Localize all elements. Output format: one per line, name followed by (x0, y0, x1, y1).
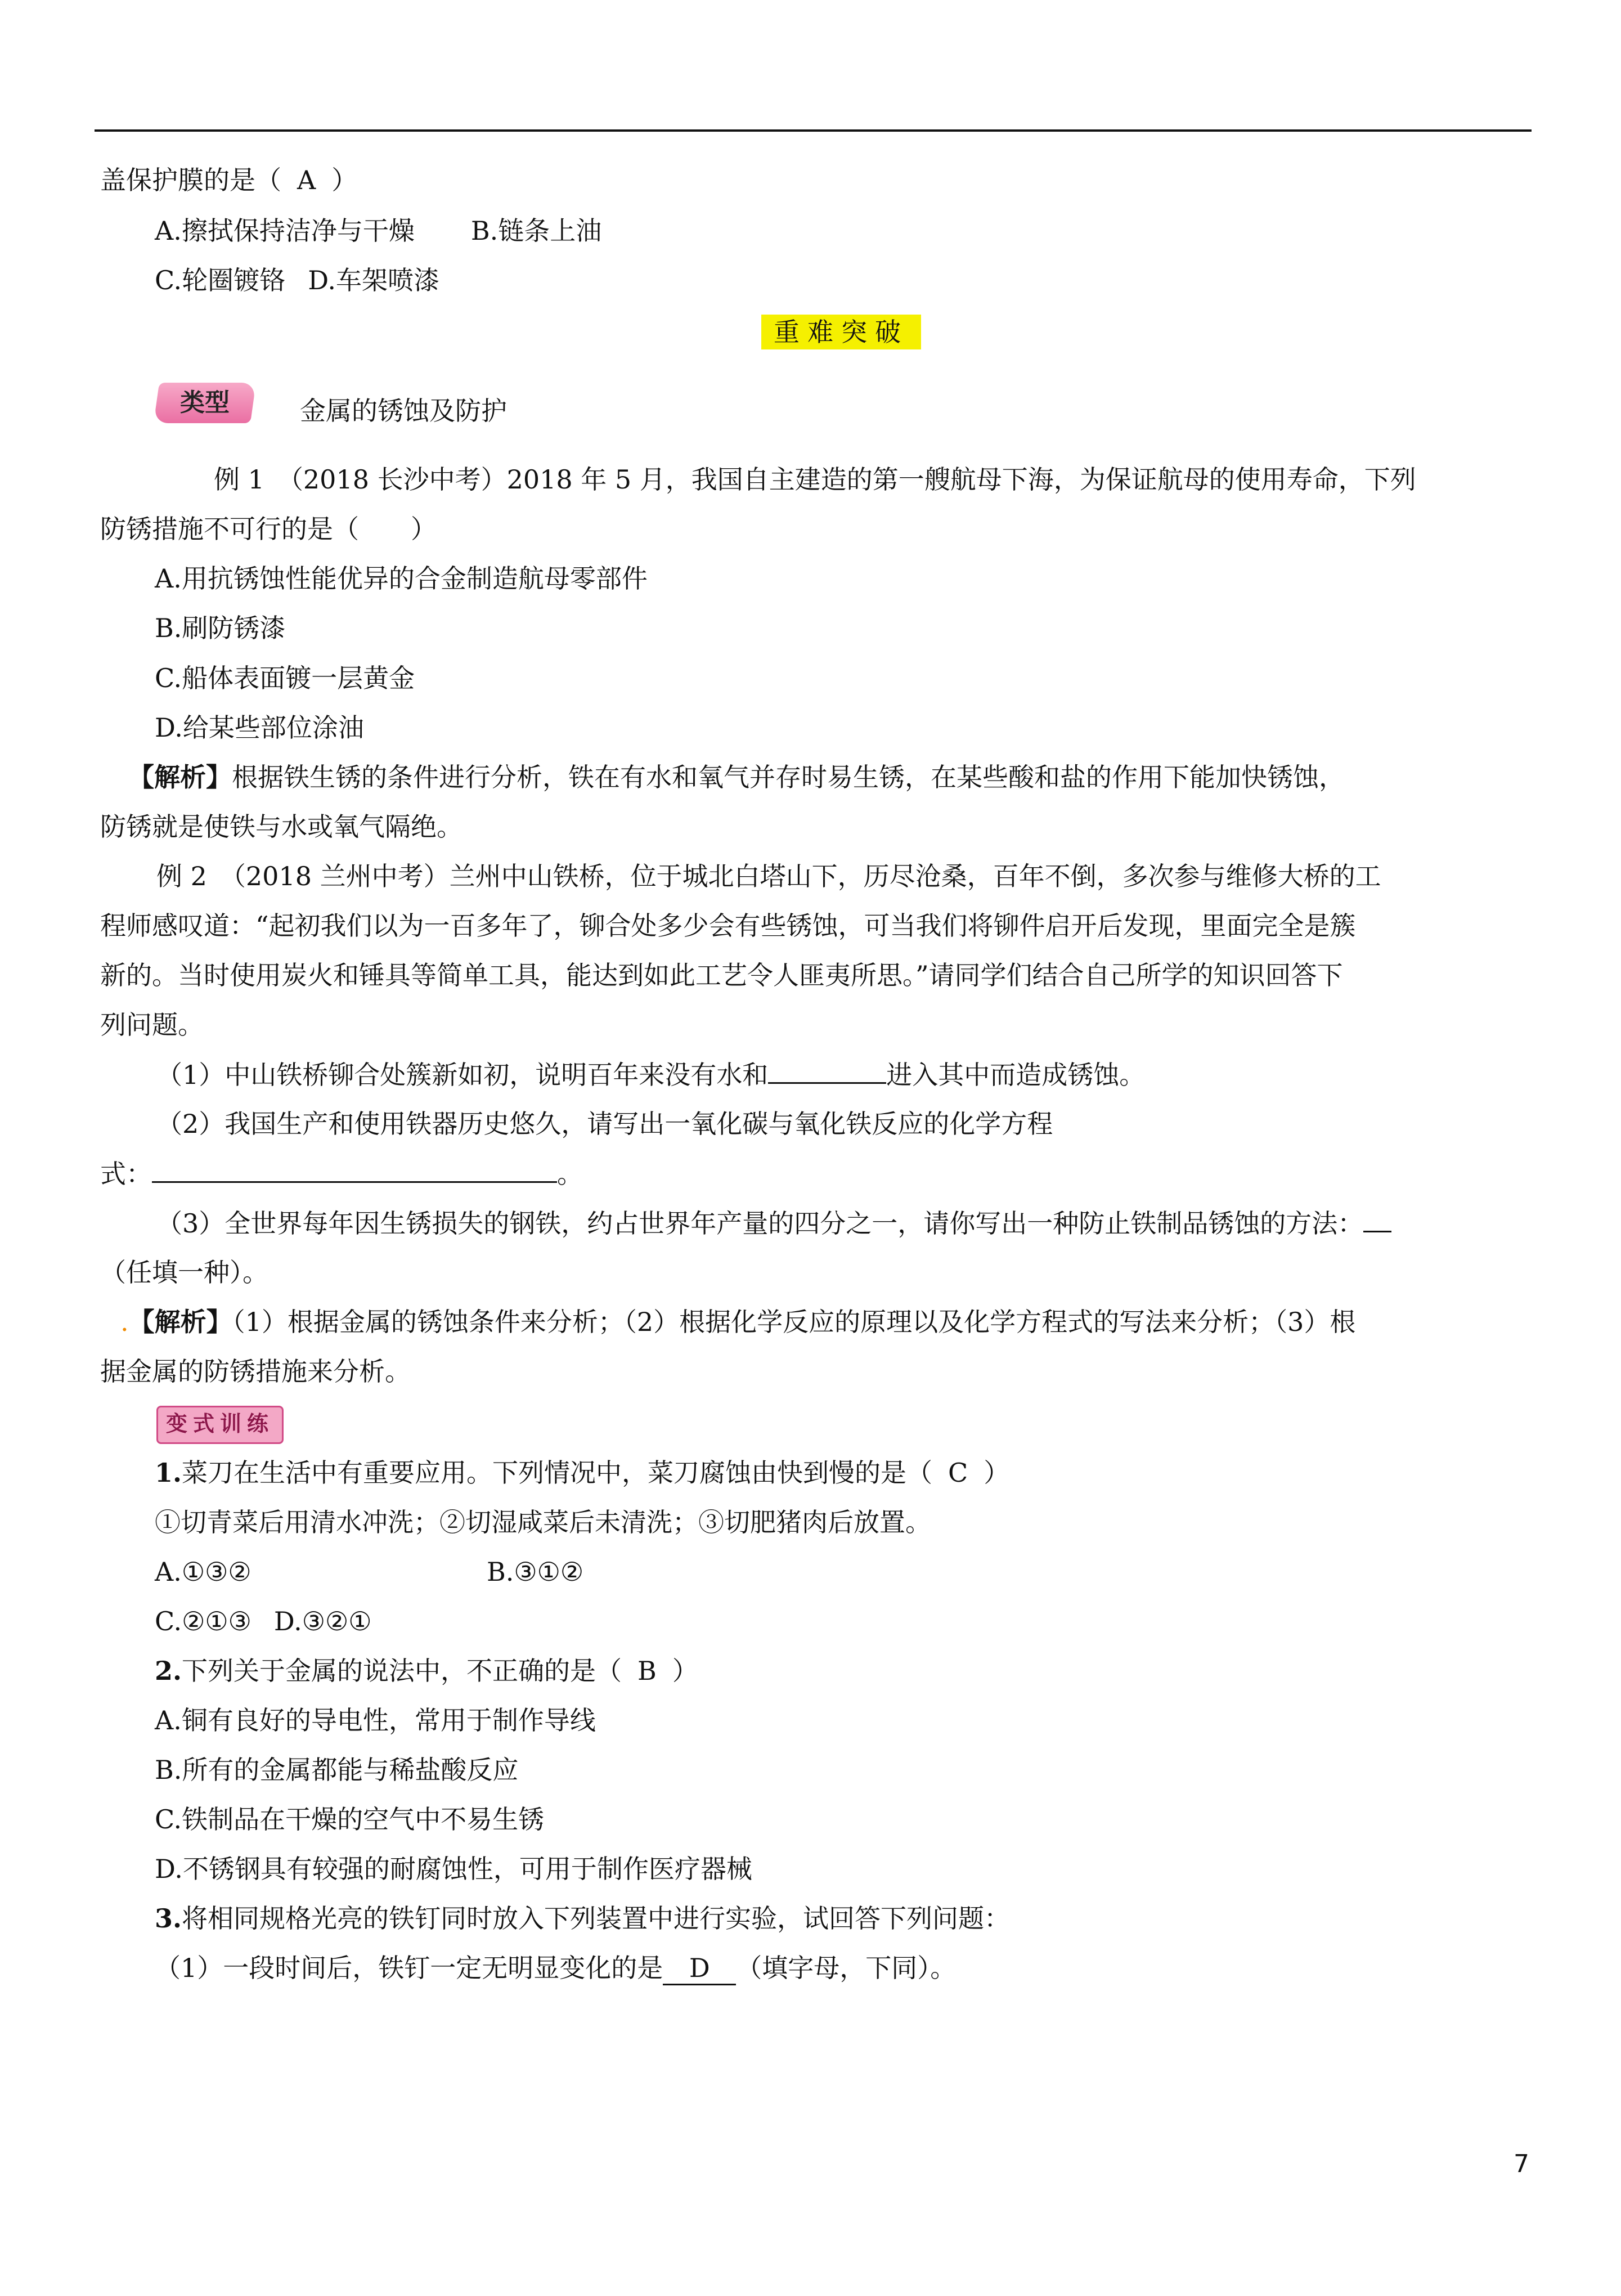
practice3-stem: 3.将相同规格光亮的铁钉同时放入下列装置中进行实验，试回答下列问题： (155, 1903, 1011, 1934)
practice1-options-row1 (155, 1555, 583, 1589)
example1-option-d: D.给某些部位涂油 (155, 712, 364, 743)
practice2-stem: 2.下列关于金属的说法中，不正确的是（ B ） (155, 1654, 698, 1688)
example1-option-c: C.船体表面镀一层黄金 (155, 663, 415, 693)
example2-line1: 例 2 （2018 兰州中考）兰州中山铁桥，位于城北白塔山下，历尽沧桑，百年不倒，多次参与维修大桥的工 (156, 861, 1381, 891)
example2-analysis: .【解析】（1）根据金属的锈蚀条件来分析；（2）根据化学反应的原理以及化学方程式的写法来分析；（3）根 (120, 1307, 1356, 1337)
option-c: C.②①③ (155, 1606, 252, 1636)
example2-line3: 新的。当时使用炭火和锤具等简单工具，能达到如此工艺令人匪夷所思。”请同学们结合自己所学的知识回答下 (100, 960, 1343, 990)
answer-blank[interactable] (768, 1057, 886, 1084)
option-b: B.链条上油 (470, 216, 602, 246)
example1-line2: 防锈措施不可行的是（ ） (100, 514, 437, 544)
practice2-option-b: B.所有的金属都能与稀盐酸反应 (155, 1755, 519, 1785)
option-d: D.车架喷漆 (308, 265, 440, 295)
practice3-question1: （1）一段时间后，铁钉一定无明显变化的是 D （填字母，下同）。 (155, 1951, 956, 1985)
example1-analysis-line2: 防锈就是使铁与水或氧气隔绝。 (100, 811, 462, 842)
practice2-answer: B (637, 1656, 657, 1686)
prev-question-stem: 盖保护膜的是（ A ） (100, 163, 357, 197)
practice1-options-row2 (155, 1604, 371, 1638)
example1-option-b: B.刷防锈漆 (155, 613, 286, 643)
example2-question3: （3）全世界每年因生锈损失的钢铁，约占世界年产量的四分之一，请你写出一种防止铁制品锈蚀的方法： (156, 1206, 1391, 1240)
header-rule (95, 129, 1532, 132)
practice2-option-c: C.铁制品在干燥的空气中不易生锈 (155, 1804, 545, 1835)
example2-question2-line2: 式： 。 (100, 1156, 583, 1191)
prev-question-options-row2 (155, 263, 439, 297)
example2-question1: （1）中山铁桥铆合处簇新如初，说明百年来没有水和 进入其中而造成锈蚀。 (156, 1057, 1145, 1092)
option-d: D.③②① (273, 1606, 372, 1636)
option-a: A.擦拭保持洁净与干燥 (155, 216, 415, 246)
option-a: A.①③② (155, 1557, 252, 1587)
example2-line2: 程师感叹道：“起初我们以为一百多年了，铆合处多少会有些锈蚀，可当我们将铆件启开后发现，里面完全是簇 (100, 911, 1356, 941)
page-number: 7 (1514, 2150, 1529, 2178)
analysis-label: 【解析】 (128, 1307, 232, 1337)
equation-blank[interactable] (152, 1156, 557, 1183)
option-b: B.③①② (487, 1557, 584, 1587)
example2-question3-line2: （任填一种）。 (100, 1257, 268, 1288)
example2-analysis-line2: 据金属的防锈措施来分析。 (100, 1356, 411, 1387)
example1-analysis: 【解析】根据铁生锈的条件进行分析，铁在有水和氧气并存时易生锈，在某些酸和盐的作用下能加快锈蚀， (128, 762, 1345, 792)
example1-option-a: A.用抗锈蚀性能优异的合金制造航母零部件 (155, 563, 648, 594)
method-blank[interactable] (1363, 1206, 1391, 1232)
variant-training-badge: 变式训练 (156, 1406, 284, 1444)
prev-question-answer: A (297, 165, 316, 195)
practice2-option-d: D.不锈钢具有较强的耐腐蚀性，可用于制作医疗器械 (155, 1854, 752, 1884)
option-c: C.轮圈镀铬 (155, 265, 286, 295)
prev-question-options-row1 (155, 214, 601, 248)
example2-line4: 列问题。 (100, 1010, 204, 1040)
practice1-answer: C (948, 1458, 968, 1488)
practice2-option-a: A.铜有良好的导电性，常用于制作导线 (155, 1705, 596, 1736)
example2-question2: （2）我国生产和使用铁器历史悠久，请写出一氧化碳与氧化铁反应的化学方程 (156, 1109, 1053, 1139)
example1-line1: 例 1 （2018 长沙中考）2018 年 5 月，我国自主建造的第一艘航母下海，为保证航母的使用寿命，下列 (214, 464, 1416, 495)
analysis-label: 【解析】 (128, 762, 232, 792)
practice1-items: ①切青菜后用清水冲洗；②切湿咸菜后未清洗；③切肥猪肉后放置。 (155, 1507, 931, 1537)
type-title: 金属的锈蚀及防护 (300, 396, 507, 426)
type-badge: 类型 (154, 383, 256, 423)
practice1-stem: 1.菜刀在生活中有重要应用。下列情况中，菜刀腐蚀由快到慢的是（ C ） (155, 1456, 1009, 1490)
section-title: 重难突破 (761, 315, 921, 349)
practice3-answer: D (663, 1952, 736, 1985)
